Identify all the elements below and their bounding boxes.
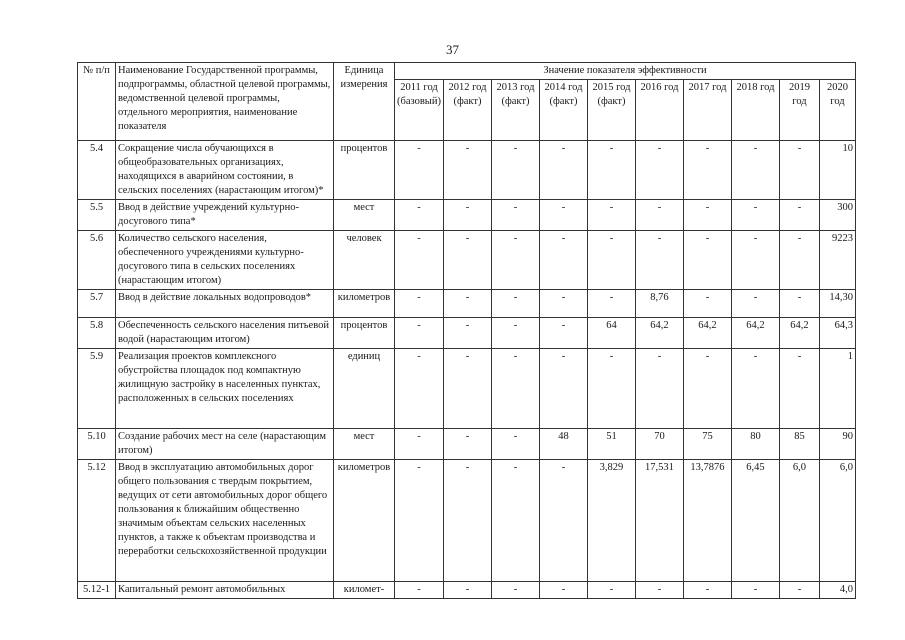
indicator-value: 48 [539, 429, 587, 460]
table-row [78, 429, 856, 460]
table-row [78, 231, 856, 290]
indicator-value: - [491, 318, 539, 349]
indicator-value: 64 [587, 318, 635, 349]
table-row [78, 460, 856, 582]
indicator-value: - [587, 200, 635, 231]
indicator-value: - [731, 200, 779, 231]
indicator-value: - [443, 460, 491, 582]
indicator-value: - [683, 349, 731, 429]
indicator-name: Капитальный ремонт автомобильных [116, 582, 334, 599]
indicator-value: - [539, 460, 587, 582]
table-row [78, 141, 856, 200]
indicator-value: - [731, 290, 779, 318]
indicator-value: - [683, 231, 731, 290]
unit-of-measure: мест [334, 429, 395, 460]
indicator-value: - [731, 231, 779, 290]
row-number: 5.8 [78, 318, 116, 349]
unit-of-measure: километров [334, 290, 395, 318]
indicator-name: Сокращение числа обучающихся в общеобразовательных организациях, находящихся в аварийном состоянии, в сельских поселениях (нарастающим итогом)* [116, 141, 334, 200]
table-body [78, 141, 856, 599]
table-row [78, 318, 856, 349]
indicator-value: - [491, 290, 539, 318]
indicator-value: 64,2 [779, 318, 819, 349]
indicator-value: - [587, 349, 635, 429]
unit-of-measure: процентов [334, 141, 395, 200]
indicator-value: - [443, 429, 491, 460]
indicator-name: Реализация проектов комплексного обустройства площадок под компактную жилищную застройку в населенных пунктах, расположенных в сельских поселениях [116, 349, 334, 429]
indicator-value: - [779, 349, 819, 429]
indicator-value: - [443, 200, 491, 231]
indicator-value: - [635, 141, 683, 200]
indicator-value: - [779, 200, 819, 231]
header-year: 2018 год [731, 80, 779, 141]
row-number: 5.4 [78, 141, 116, 200]
indicator-value: - [635, 582, 683, 599]
indicator-value: 13,7876 [683, 460, 731, 582]
row-number: 5.9 [78, 349, 116, 429]
indicator-value: - [539, 582, 587, 599]
indicator-value: - [491, 429, 539, 460]
indicator-value: - [731, 141, 779, 200]
indicator-value: - [683, 290, 731, 318]
header-year: 2020 год [819, 80, 855, 141]
header-year: 2013 год (факт) [491, 80, 539, 141]
indicator-value: - [587, 141, 635, 200]
indicator-name: Ввод в эксплуатацию автомобильных дорог общего пользования с твердым покрытием, ведущих от сети автомобильных дорог общего пользования к ближайшим общественно значимым объектам сельских населенных пунктов, а также к объектам производства и переработки сельскохозяйственной продукции [116, 460, 334, 582]
indicator-name: Ввод в действие локальных водопроводов* [116, 290, 334, 318]
indicator-value: - [491, 141, 539, 200]
indicator-value: - [539, 141, 587, 200]
unit-of-measure: единиц [334, 349, 395, 429]
indicator-value: 3,829 [587, 460, 635, 582]
indicator-value: - [587, 582, 635, 599]
indicator-value: 51 [587, 429, 635, 460]
indicator-value: - [395, 141, 444, 200]
indicator-value: 85 [779, 429, 819, 460]
table-row [78, 290, 856, 318]
header-year: 2017 год [683, 80, 731, 141]
indicator-value: 6,0 [779, 460, 819, 582]
indicator-name: Ввод в действие учреждений культурно-досугового типа* [116, 200, 334, 231]
indicator-value: - [395, 349, 444, 429]
indicator-value: - [395, 231, 444, 290]
row-number: 5.7 [78, 290, 116, 318]
header-year: 2019 год [779, 80, 819, 141]
indicator-value: - [443, 349, 491, 429]
indicator-value: - [443, 318, 491, 349]
row-number: 5.12 [78, 460, 116, 582]
indicator-value: - [779, 141, 819, 200]
row-number: 5.5 [78, 200, 116, 231]
indicator-value: - [491, 349, 539, 429]
indicator-value: - [779, 582, 819, 599]
indicator-value: - [539, 200, 587, 231]
row-number: 5.6 [78, 231, 116, 290]
unit-of-measure: километров [334, 460, 395, 582]
indicator-value: - [443, 582, 491, 599]
indicator-value: - [539, 349, 587, 429]
indicator-value: - [395, 582, 444, 599]
indicator-name: Создание рабочих мест на селе (нарастающим итогом) [116, 429, 334, 460]
indicator-value: - [587, 290, 635, 318]
indicator-value: - [491, 200, 539, 231]
indicator-value: 64,2 [635, 318, 683, 349]
indicator-value: 300 [819, 200, 855, 231]
header-name: Наименование Государственной программы, подпрограммы, областной целевой программы, ведомственной целевой программы, отдельного мероприятия, наименование показателя [116, 63, 334, 141]
header-year: 2015 год (факт) [587, 80, 635, 141]
header-year: 2011 год (базовый) [395, 80, 444, 141]
indicator-value: 14,30 [819, 290, 855, 318]
indicator-value: - [683, 141, 731, 200]
indicator-value: 64,3 [819, 318, 855, 349]
indicator-value: - [395, 200, 444, 231]
indicator-value: - [683, 582, 731, 599]
header-year: 2016 год [635, 80, 683, 141]
indicator-value: - [491, 460, 539, 582]
indicator-value: 8,76 [635, 290, 683, 318]
indicator-value: 17,531 [635, 460, 683, 582]
indicator-name: Количество сельского населения, обеспеченного учреждениями культурно-досугового типа в сельских поселениях (нарастающим итогом) [116, 231, 334, 290]
indicator-value: - [587, 231, 635, 290]
indicator-value: - [539, 231, 587, 290]
indicator-value: - [539, 290, 587, 318]
table-row [78, 349, 856, 429]
indicator-value: 64,2 [731, 318, 779, 349]
unit-of-measure: километ- [334, 582, 395, 599]
indicator-value: - [731, 349, 779, 429]
indicator-value: - [395, 290, 444, 318]
row-number: 5.12-1 [78, 582, 116, 599]
indicator-value: 70 [635, 429, 683, 460]
indicator-value: - [491, 582, 539, 599]
indicator-value: 80 [731, 429, 779, 460]
indicator-value: - [539, 318, 587, 349]
indicator-value: - [731, 582, 779, 599]
header-year: 2012 год (факт) [443, 80, 491, 141]
indicator-value: - [395, 429, 444, 460]
header-unit: Единица измерения [334, 63, 395, 141]
indicator-name: Обеспеченность сельского населения питьевой водой (нарастающим итогом) [116, 318, 334, 349]
header-year: 2014 год (факт) [539, 80, 587, 141]
header-row-1 [78, 63, 856, 80]
indicator-value: - [443, 231, 491, 290]
indicator-value: - [635, 200, 683, 231]
indicator-value: - [443, 141, 491, 200]
efficiency-indicators-table [77, 62, 856, 599]
indicator-value: - [443, 290, 491, 318]
indicator-value: 6,0 [819, 460, 855, 582]
page-number: 37 [446, 42, 459, 57]
indicator-value: - [635, 349, 683, 429]
indicator-value: 75 [683, 429, 731, 460]
indicator-value: - [395, 318, 444, 349]
unit-of-measure: человек [334, 231, 395, 290]
unit-of-measure: процентов [334, 318, 395, 349]
indicator-value: - [395, 460, 444, 582]
indicator-value: - [491, 231, 539, 290]
indicator-value: 1 [819, 349, 855, 429]
indicator-value: 10 [819, 141, 855, 200]
unit-of-measure: мест [334, 200, 395, 231]
header-num: № п/п [78, 63, 116, 141]
indicator-value: - [683, 200, 731, 231]
table-row [78, 582, 856, 599]
indicator-value: 9223 [819, 231, 855, 290]
table-row [78, 200, 856, 231]
header-efficiency-group: Значение показателя эффективности [395, 63, 856, 80]
indicator-value: - [635, 231, 683, 290]
indicator-value: 4,0 [819, 582, 855, 599]
indicator-value: 90 [819, 429, 855, 460]
row-number: 5.10 [78, 429, 116, 460]
indicator-value: 64,2 [683, 318, 731, 349]
indicator-value: - [779, 290, 819, 318]
indicator-value: - [779, 231, 819, 290]
indicator-value: 6,45 [731, 460, 779, 582]
